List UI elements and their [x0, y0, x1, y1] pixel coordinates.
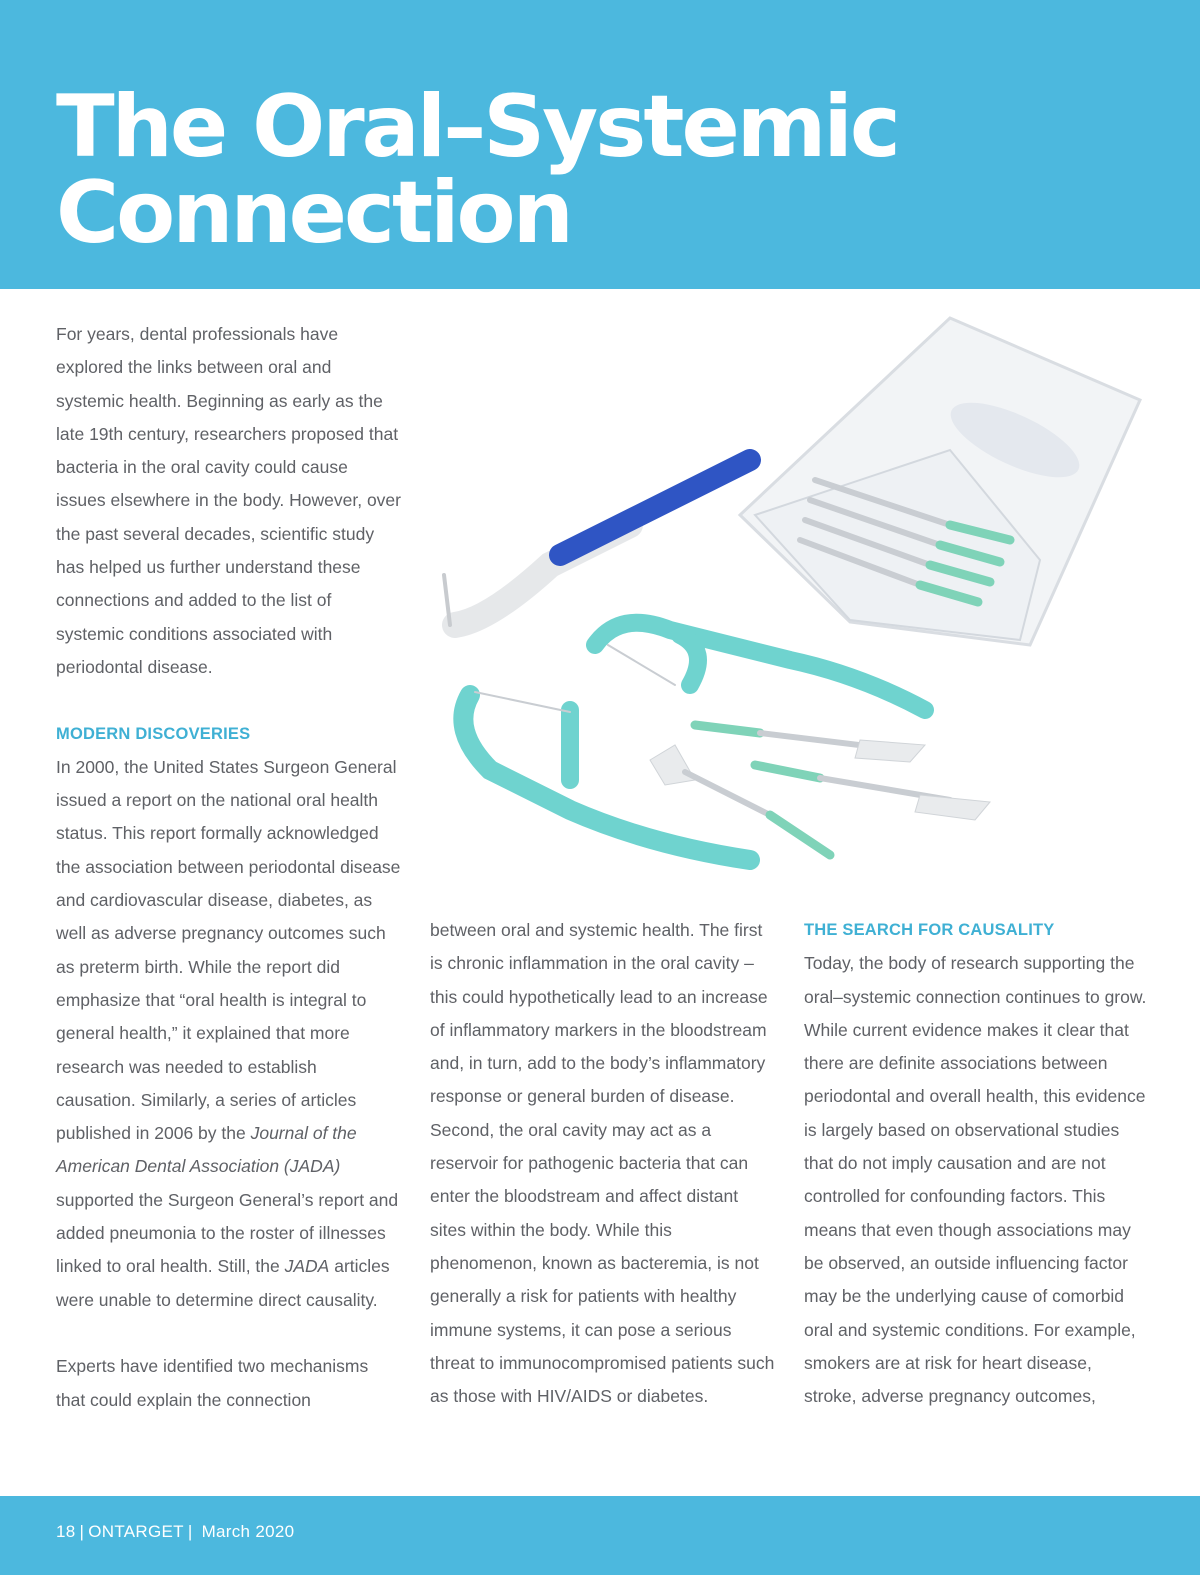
article-column-1 [56, 318, 401, 1417]
floss-pick-bottom [463, 692, 750, 860]
journal-name: Journal of the American Dental Association (JADA) [56, 1123, 357, 1177]
paragraph-text: supported the Surgeon General’s report and added pneumonia to the roster of illnesses linked to oral health. Still, the [56, 1189, 399, 1277]
angled-brush [444, 460, 750, 625]
section-heading-modern-discoveries: MODERN DISCOVERIES [56, 724, 251, 743]
paragraph-text: articles were unable to determine direct causality. [56, 1256, 390, 1310]
title-line-2: Connection [56, 163, 571, 263]
small-brushes [650, 725, 990, 855]
paragraph-text: In 2000, the United States Surgeon General issued a report on the national oral health status. This report formally acknowledged the association between periodontal disease and cardiovascular disease, diabetes, as well as adverse pregnancy outcomes such as preterm birth. While the report did emphasize that “oral health is integral to general health,” it explained that more research was needed to establish causation. Similarly, a series of articles published in 2006 by the [56, 756, 401, 1144]
modern-discoveries-paragraph [56, 751, 401, 1317]
footer-separator: | [187, 1522, 193, 1541]
section-heading-search-for-causality: THE SEARCH FOR CAUSALITY [804, 921, 1055, 939]
page-title [56, 77, 898, 263]
issue-date: March 2020 [201, 1522, 295, 1541]
causality-paragraph: Today, the body of research supporting the oral–systemic connection continues to grow. While current evidence makes it clear that there are definite associations between periodontal and overall health, this evidence is largely based on observational studies that do not imply causation and are not controlled for confounding factors. This means that even though associations may be observed, an outside influencing factor may be the underlying cause of comorbid oral and systemic conditions. For example, smokers are at risk for heart disease, stroke, adverse pregnancy outcomes, [804, 953, 1147, 1407]
product-photo [430, 300, 1170, 900]
jada-abbrev: JADA [284, 1256, 330, 1277]
article-column-2 [430, 914, 775, 1413]
mechanisms-continued-paragraph: between oral and systemic health. The first is chronic inflammation in the oral cavity – this could hypothetically lead to an increase of inflammatory markers in the bloodstream and, in turn, add to the body’s inflammatory response or general burden of disease. Second, the oral cavity may act as a reservoir for pathogenic bacteria that can enter the bloodstream and affect distant sites within the body. While this phenomenon, known as bacteremia, is not generally a risk for patients with healthy immune systems, it can pose a serious threat to immunocompromised patients such as those with HIV/AIDS or diabetes. [430, 920, 775, 1407]
article-column-3 [804, 914, 1149, 1413]
title-line-1: The Oral–Systemic [56, 77, 898, 177]
mechanisms-paragraph: Experts have identified two mechanisms that could explain the connection [56, 1356, 369, 1410]
plastic-case [740, 318, 1140, 645]
page-footer [56, 1522, 294, 1542]
footer-separator: | [79, 1522, 85, 1541]
page-number: 18 [56, 1522, 76, 1541]
intro-paragraph: For years, dental professionals have explored the links between oral and systemic health. Beginning as early as the late 19th century, researchers proposed that bacteria in the oral cavity could cause issues elsewhere in the body. However, over the past several decades, scientific study has helped us further understand these connections and added to the list of systemic conditions associated with periodontal disease. [56, 324, 401, 677]
publication-name: ONTARGET [88, 1522, 184, 1541]
floss-pick-top [595, 623, 925, 710]
